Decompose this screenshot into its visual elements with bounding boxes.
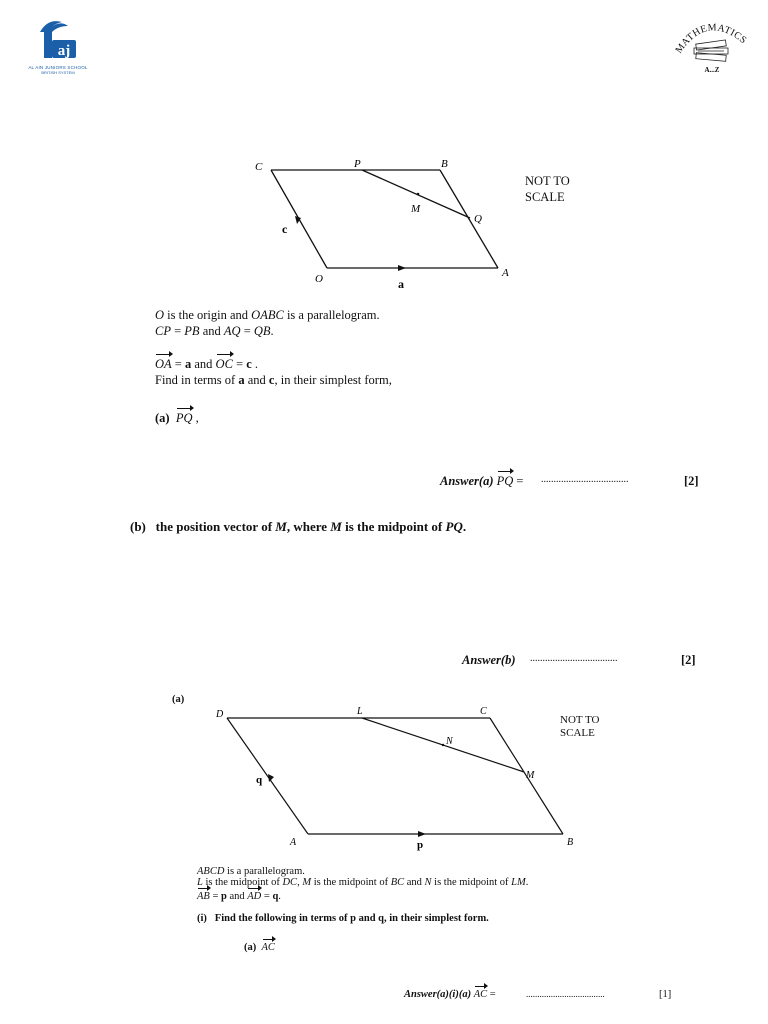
q1-instruction: Find in terms of a and c, in their simplest form, [155,373,392,387]
label-vector-c: c [282,222,288,236]
q1-part-b: (b) the position vector of M, where M is the midpoint of PQ. [130,519,467,534]
q1-vectors-given: OA = a and OC = c . [155,357,259,371]
not-to-scale-note-1: NOT TO SCALE [525,174,570,204]
label-M: M [411,203,421,215]
label-C: C [255,161,263,173]
parallelogram-oabc-diagram [0,0,768,300]
answer-ac-blank[interactable]: ................................... [526,989,605,999]
marks-ac: [1] [659,989,672,1000]
logo-mark-text: aj [57,43,71,59]
q2-stem-line1: ABCD is a parallelogram. [197,866,305,877]
label-M2: M [526,770,535,781]
q2-stem-line2: L is the midpoint of DC, M is the midpoint of BC and N is the midpoint of LM. [197,877,529,888]
label-P: P [354,158,361,170]
label-C2: C [480,706,487,717]
marks-a: [2] [684,474,699,488]
logo-arc-text: MATHEMATICS [673,22,749,56]
q2-part-i-a: (a) AC [244,942,275,953]
q1-answer-a: Answer(a) PQ = [440,474,524,488]
q1-part-a: (a) PQ , [155,411,199,425]
parallelogram-abcd-diagram [0,690,768,860]
label-vector-p: p [417,839,424,851]
marks-b: [2] [681,653,696,667]
q2-answer: Answer(a)(i)(a) AC = [404,989,496,1000]
answer-b-blank[interactable]: ................................... [530,653,618,664]
q2-part-i: (i) Find the following in terms of p and q, in their simplest form. [197,913,489,924]
logo-sub-text: A...Z [704,66,720,74]
school-name: AL AIN JUNIORS SCHOOL [28,65,88,70]
q1-stem-line2: CP = PB and AQ = QB. [155,324,274,338]
q1-stem-line1: O is the origin and OABC is a parallelogram. [155,308,380,322]
q2-vectors-given: AB = p and AD = q. [197,891,281,902]
label-B: B [441,158,448,170]
q2-label: (a) [172,694,185,705]
label-D: D [216,709,224,720]
not-to-scale-note-2: NOT TO SCALE [560,714,600,739]
label-A2: A [290,837,297,848]
label-vector-a: a [398,277,404,291]
label-L: L [357,706,363,717]
q1-answer-b: Answer(b) [462,653,516,667]
label-A: A [502,267,509,279]
label-O: O [315,273,323,285]
label-vector-q: q [256,774,263,786]
label-Q: Q [474,213,482,225]
school-system: BRITISH SYSTEM [41,70,75,75]
label-N: N [446,736,453,747]
answer-a-blank[interactable]: ................................... [541,474,629,485]
label-B2: B [567,837,574,848]
